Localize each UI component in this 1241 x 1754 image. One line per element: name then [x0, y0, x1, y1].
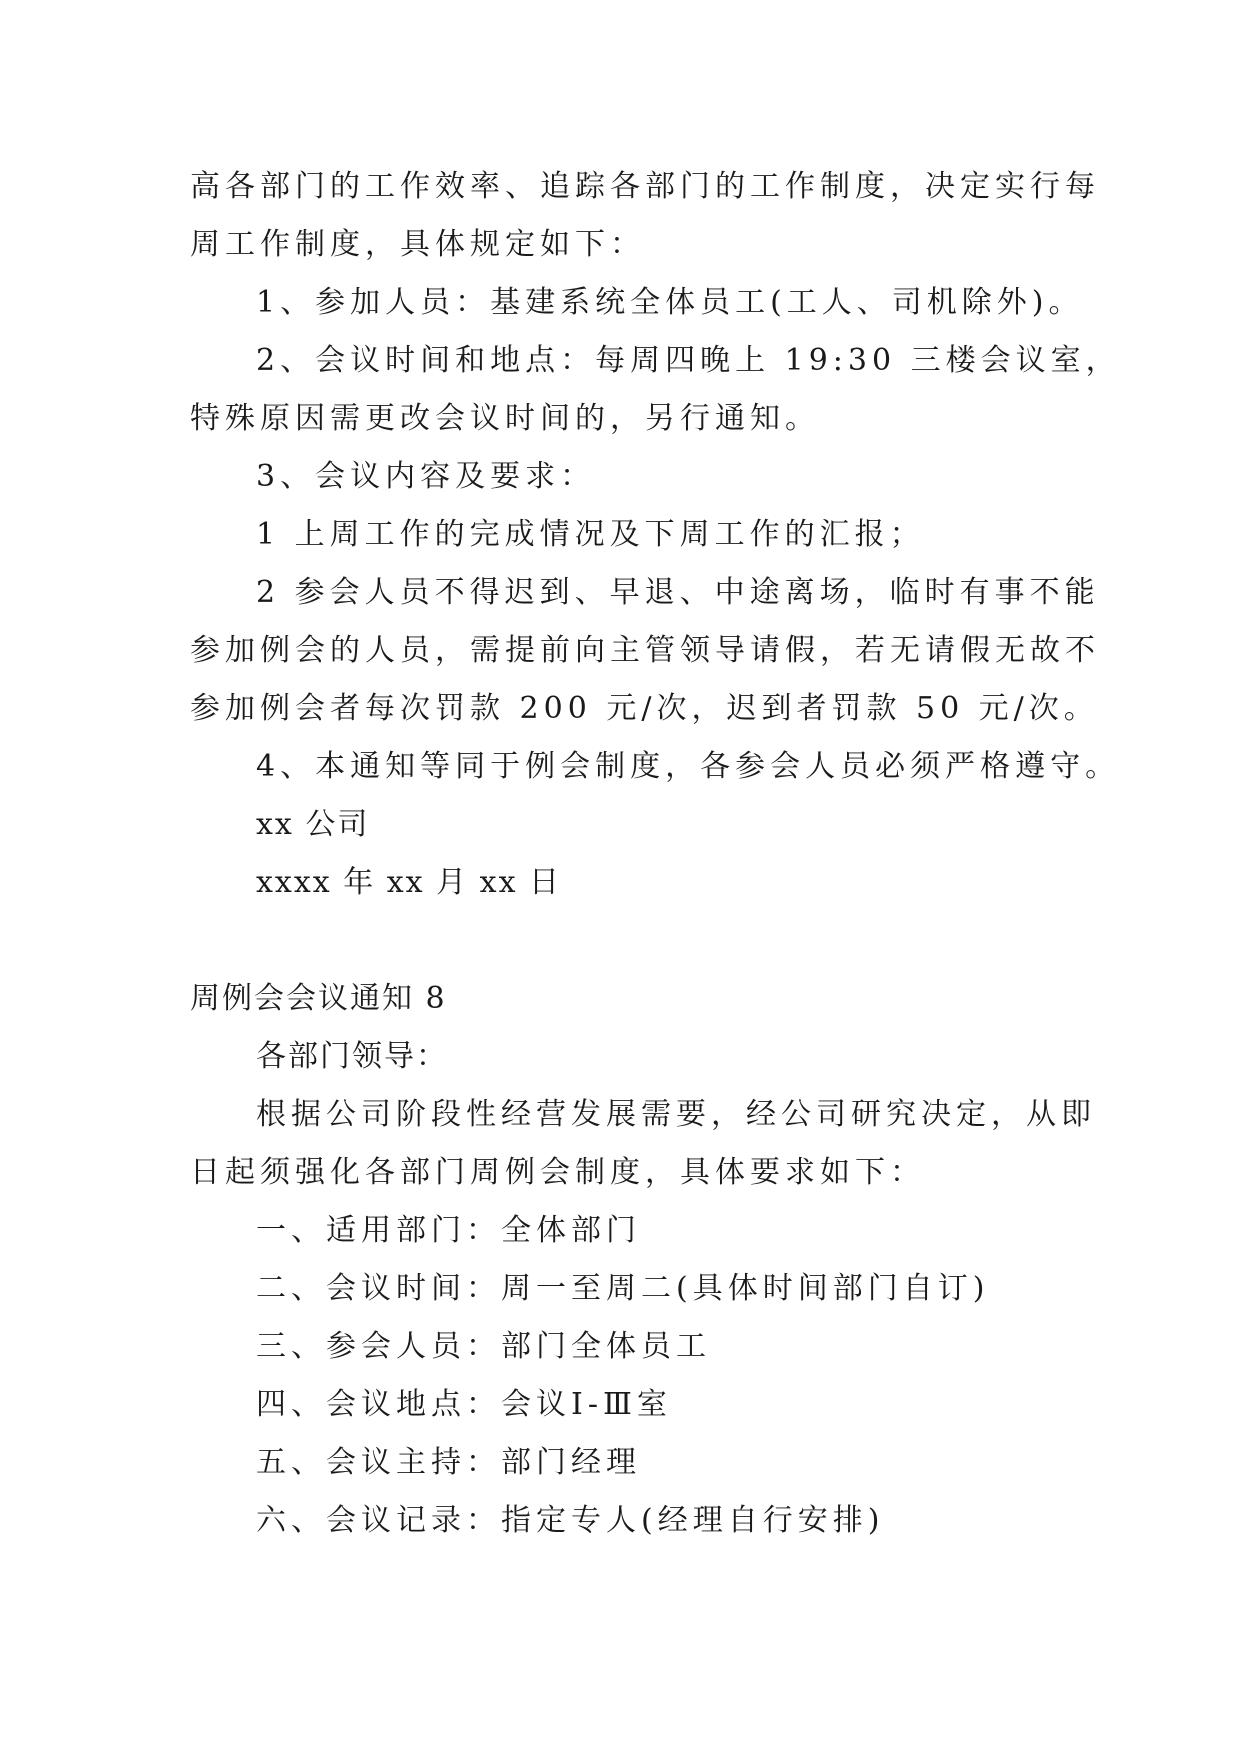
body-line-2: 周工作制度，具体规定如下：: [190, 227, 645, 262]
sub-item-1: 1 上周工作的完成情况及下周工作的汇报；: [256, 517, 925, 552]
requirement-5: 五、会议主持：部门经理: [256, 1445, 641, 1480]
body-line-1: 高各部门的工作效率、追踪各部门的工作制度，决定实行每: [190, 169, 1100, 204]
body-line-continuation: 特殊原因需更改会议时间的，另行通知。: [190, 401, 820, 436]
requirement-3: 三、参会人员：部门全体员工: [256, 1329, 711, 1364]
body-line-continuation-3: 参加例会者每次罚款 200 元/次，迟到者罚款 50 元/次。: [190, 691, 1099, 726]
signature-company: xx 公司: [256, 807, 370, 842]
list-item-1: 1、参加人员：基建系统全体员工(工人、司机除外)。: [256, 285, 1084, 320]
body-line-4: 日起须强化各部门周例会制度，具体要求如下：: [190, 1155, 925, 1190]
salutation: 各部门领导：: [256, 1039, 448, 1074]
body-line-3: 根据公司阶段性经营发展需要，经公司研究决定，从即: [256, 1097, 1096, 1132]
list-item-4: 4、本通知等同于例会制度，各参会人员必须严格遵守。: [256, 749, 1121, 784]
list-item-3: 3、会议内容及要求：: [256, 459, 596, 494]
list-item-2: 2、会议时间和地点：每周四晚上 19:30 三楼会议室，: [256, 343, 1121, 378]
requirement-1: 一、适用部门：全体部门: [256, 1213, 641, 1248]
body-line-continuation-2: 参加例会的人员，需提前向主管领导请假，若无请假无故不: [190, 633, 1100, 668]
requirement-4: 四、会议地点：会议Ⅰ-Ⅲ室: [256, 1387, 672, 1422]
sub-item-2: 2 参会人员不得迟到、早退、中途离场，临时有事不能: [256, 575, 1100, 610]
section-title: 周例会会议通知 8: [190, 981, 447, 1016]
requirement-2: 二、会议时间：周一至周二(具体时间部门自订): [256, 1271, 990, 1306]
requirement-6: 六、会议记录：指定专人(经理自行安排): [256, 1503, 885, 1538]
signature-date: xxxx 年 xx 月 xx 日: [256, 865, 562, 900]
